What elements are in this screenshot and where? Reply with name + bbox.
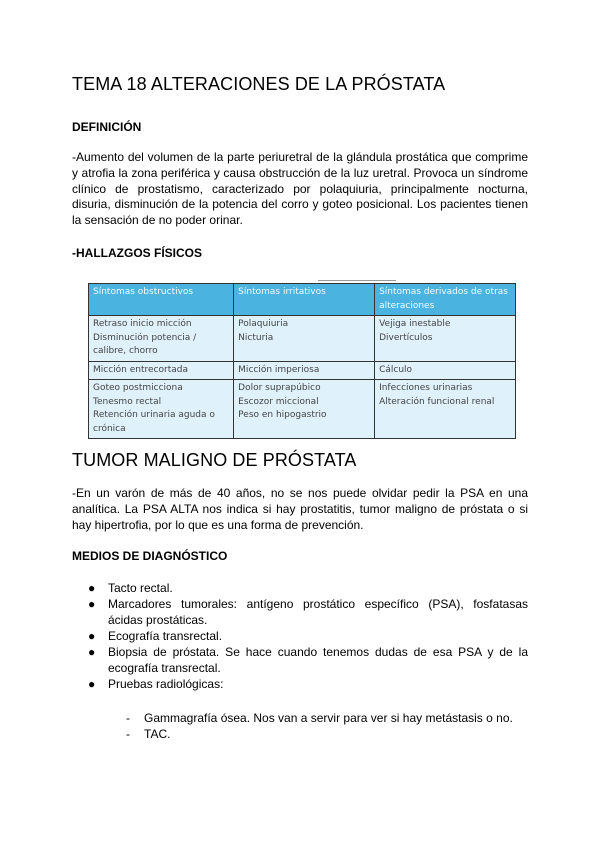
list-item <box>72 628 528 644</box>
definicion-heading: DEFINICIÓN <box>72 120 142 134</box>
table-header-cell: Síntomas derivados de otras alteraciones <box>375 284 516 316</box>
cell-line: Micción imperiosa <box>238 364 320 375</box>
tumor-title: TUMOR MALIGNO DE PRÓSTATA <box>72 450 357 470</box>
hallazgos-heading: -HALLAZGOS FÍSICOS <box>72 246 202 260</box>
list-item-text: Ecografía transrectal. <box>108 629 223 643</box>
list-item-text: Biopsia de próstata. Se hace cuando tenemos dudas de esa PSA y de la ecografía transrectal. <box>108 645 528 675</box>
cell-line: Vejiga inestable <box>379 319 451 329</box>
bullet-icon: ● <box>88 597 96 611</box>
table-cell <box>89 316 234 362</box>
table-cell <box>375 361 516 380</box>
list-item-text: Marcadores tumorales: antígeno prostático específico (PSA), fosfatasas ácidas prostáticas. <box>108 597 528 627</box>
dash-marker: - <box>126 711 130 725</box>
table-cell <box>234 316 375 362</box>
cell-line: Nicturia <box>238 332 274 343</box>
table-cell <box>375 380 516 439</box>
table-header-row <box>89 284 516 316</box>
list-item <box>72 596 528 628</box>
bullet-icon: ● <box>88 629 96 643</box>
table-row <box>89 316 516 362</box>
table-row <box>89 361 516 380</box>
cell-line: Divertículos <box>379 332 433 343</box>
list-item <box>72 676 528 692</box>
table-cell <box>234 380 375 439</box>
sublist-item-text: Gammagrafía ósea. Nos van a servir para ver si hay metástasis o no. <box>144 711 513 725</box>
list-item <box>72 580 528 596</box>
cell-line: Tenesmo rectal <box>93 396 162 407</box>
dash-marker: - <box>126 727 130 741</box>
bullet-icon: ● <box>88 645 96 659</box>
list-item-text: Tacto rectal. <box>108 581 173 595</box>
cell-line: Cálculo <box>379 364 413 375</box>
cell-line: Escozor miccional <box>238 396 319 407</box>
cell-line: Infecciones urinarias <box>379 383 473 393</box>
bullet-icon: ● <box>88 581 96 595</box>
table-row <box>89 380 516 439</box>
table-header-cell: Síntomas irritativos <box>234 284 375 316</box>
list-item <box>72 644 528 676</box>
diagnostico-heading: MEDIOS DE DIAGNÓSTICO <box>72 549 228 563</box>
cell-line: Polaquiuria <box>238 319 289 329</box>
cell-line: Micción entrecortada <box>93 364 188 375</box>
bullet-icon: ● <box>88 677 96 691</box>
tumor-text: -En un varón de más de 40 años, no se nos puede olvidar pedir la PSA en una analítica. La PSA ALTA nos indica si hay prostatitis, tumor maligno de próstata o si hay hipertrofia, por lo que es una forma de prevención. <box>72 486 528 532</box>
cell-line: Disminución potencia / calibre, chorro <box>93 332 197 356</box>
radiologicas-sublist <box>72 710 528 742</box>
cell-line: Alteración funcional renal <box>379 396 495 407</box>
definicion-text: -Aumento del volumen de la parte periuretral de la glándula prostática que comprime y atrofia la zona periférica y causa obstrucción de la luz uretral. Provoca un síndrome clínico de prostatismo, caracterizado por polaquiuria, principalmente nocturna, disuria, disminución de la potencia del corro y goteo posicional. Los pacientes tienen la sensación de no poder orinar. <box>72 150 528 228</box>
sublist-item <box>72 710 528 726</box>
table-header-cell: Síntomas obstructivos <box>89 284 234 316</box>
sublist-item <box>72 726 528 742</box>
list-item-text: Pruebas radiológicas: <box>108 677 224 691</box>
page-title: TEMA 18 ALTERACIONES DE LA PRÓSTATA <box>72 74 446 94</box>
cell-line: Retraso inicio micción <box>93 319 192 329</box>
table-cell <box>375 316 516 362</box>
sublist-item-text: TAC. <box>144 727 171 741</box>
divider <box>318 280 396 281</box>
table-cell <box>89 380 234 439</box>
diagnostico-list <box>72 580 528 692</box>
symptoms-table <box>88 283 516 439</box>
cell-line: Dolor suprapúbico <box>238 383 321 393</box>
table-cell <box>89 361 234 380</box>
cell-line: Retención urinaria aguda o crónica <box>93 410 215 434</box>
cell-line: Goteo postmicciona <box>93 383 183 393</box>
cell-line: Peso en hipogastrio <box>238 410 327 420</box>
table-cell <box>234 361 375 380</box>
